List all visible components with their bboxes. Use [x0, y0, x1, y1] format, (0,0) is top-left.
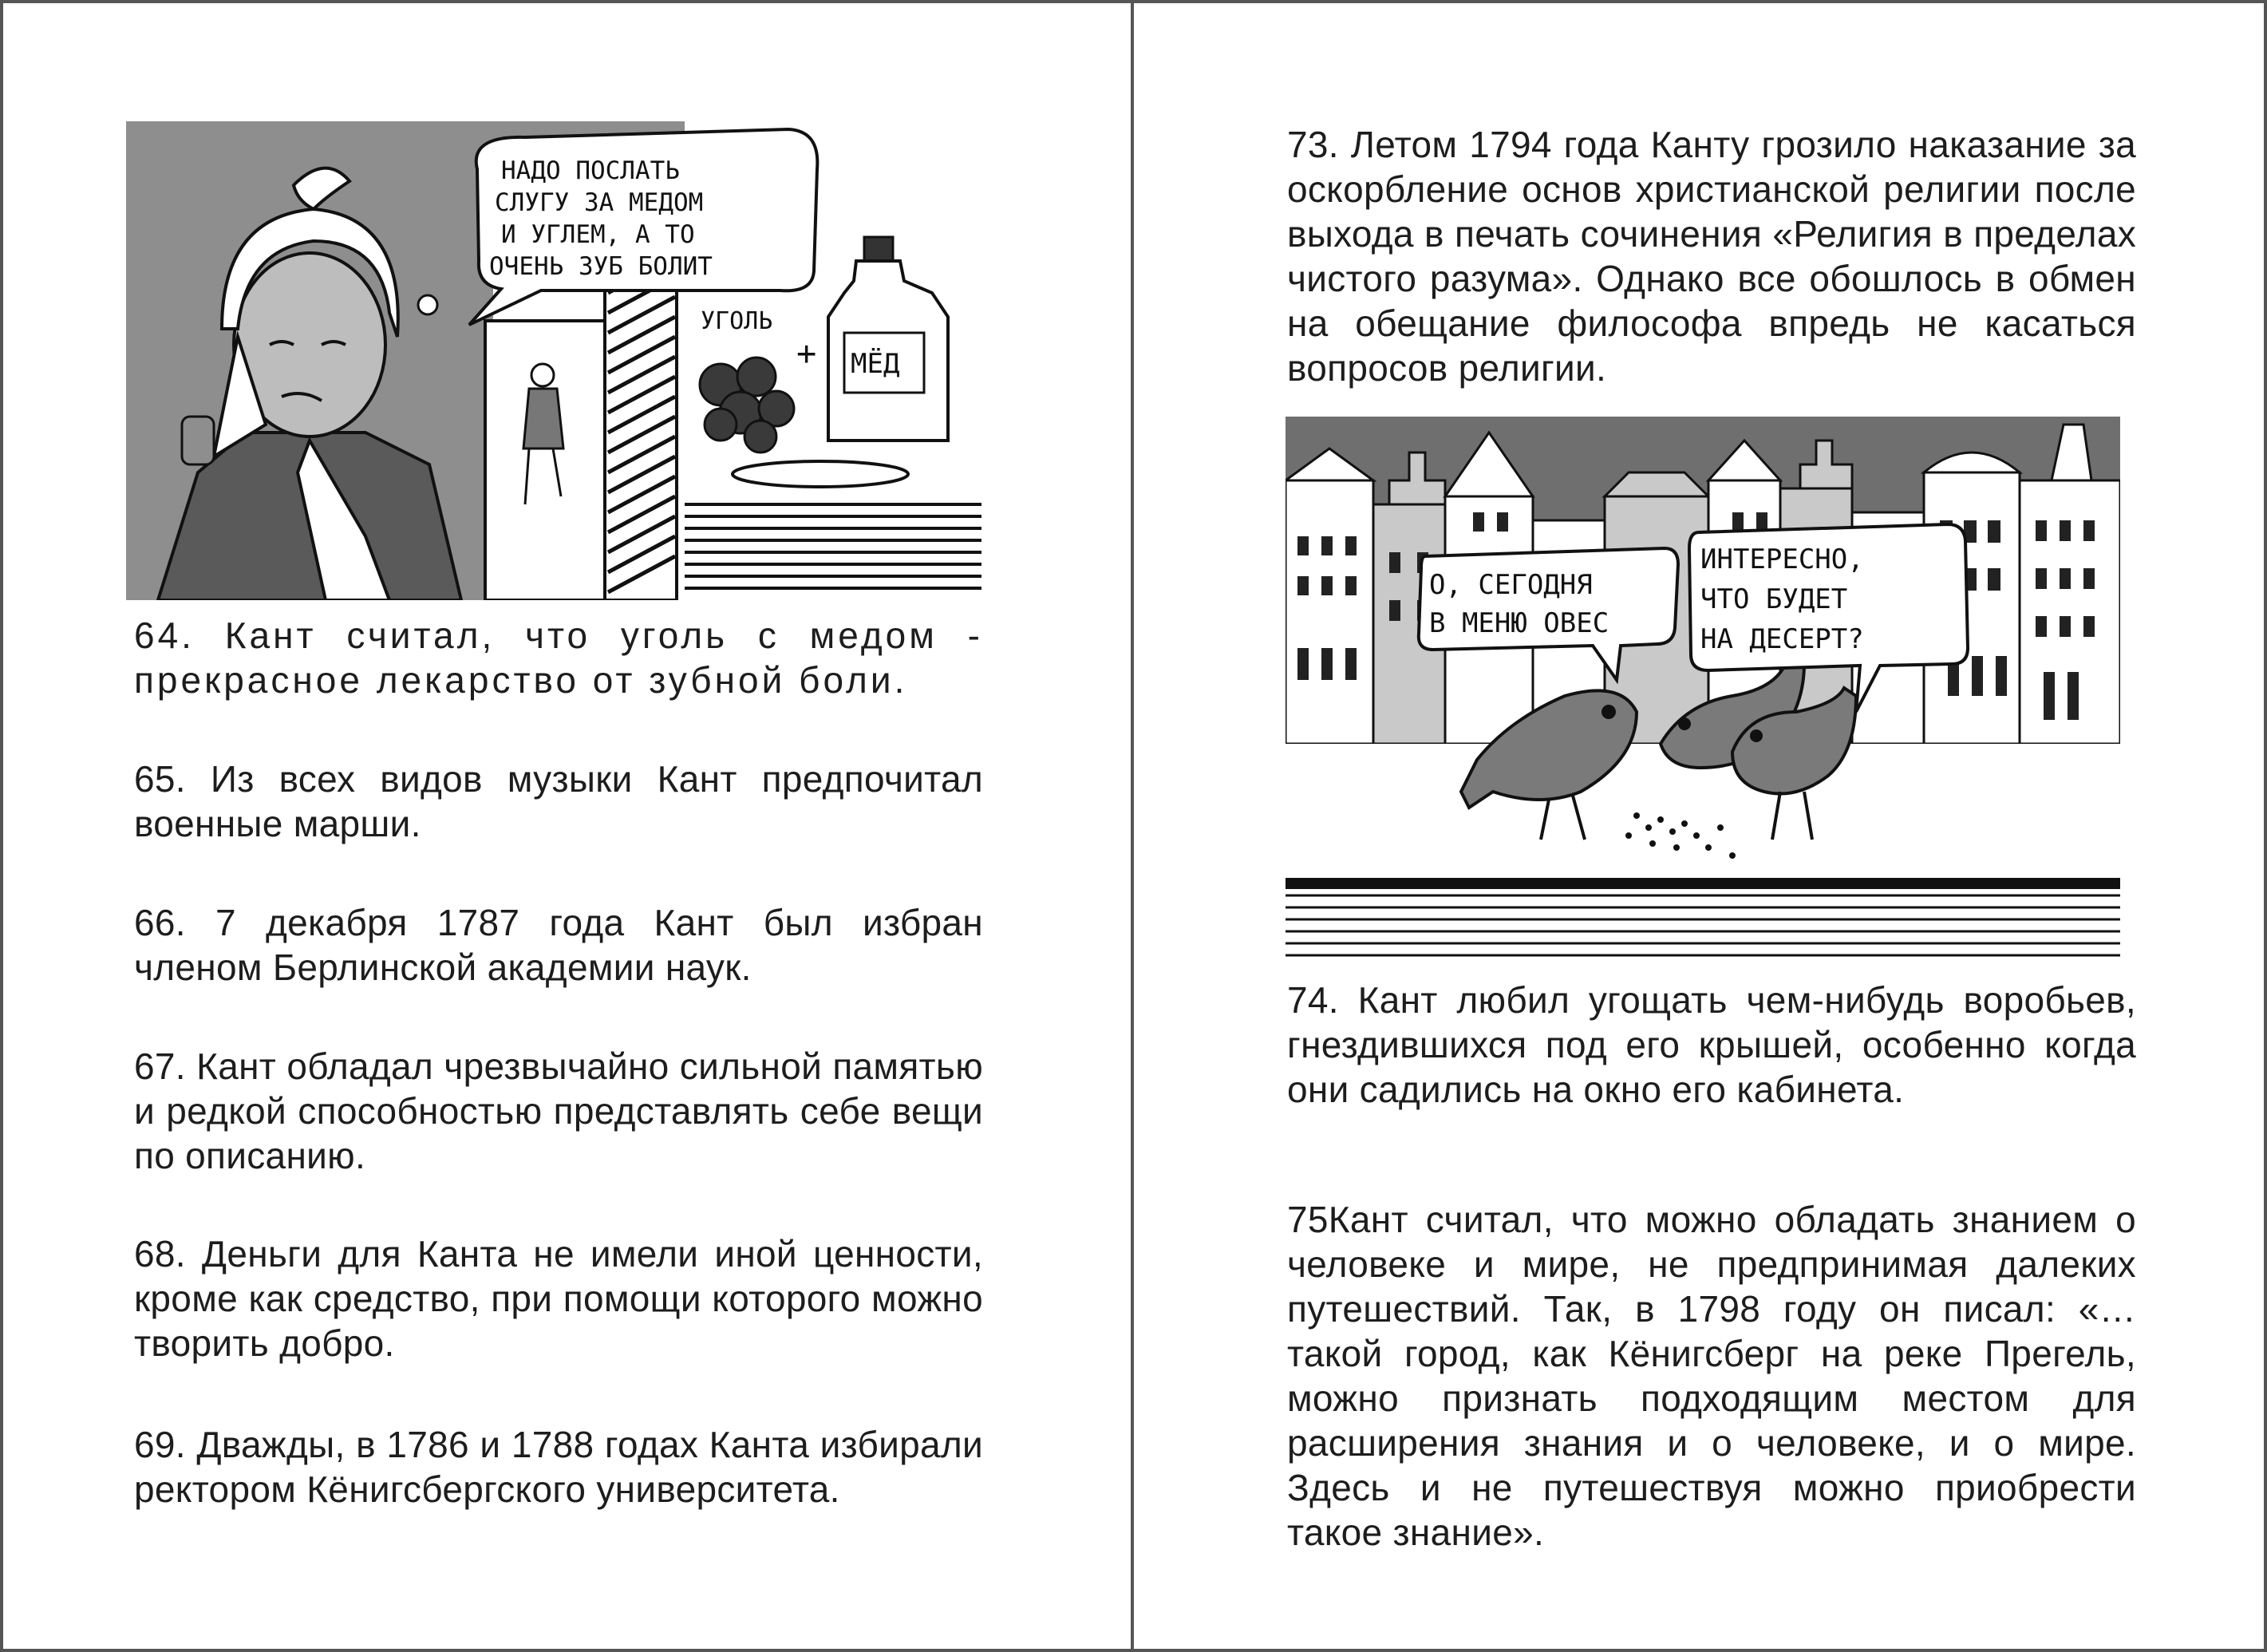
fact-64: 64. Кант считал, что уголь с медом - прекрасное лекарство от зубной боли.	[134, 615, 983, 701]
speech-line-3: И УГЛЕМ, А ТО	[501, 220, 695, 249]
speech-line-1: НАДО ПОСЛАТЬ	[501, 156, 680, 185]
right-bubble-line-3: НА ДЕСЕРТ?	[1700, 623, 1864, 655]
left-page	[0, 0, 1131, 1652]
shutter-panel	[605, 241, 677, 600]
table-stripes	[685, 504, 981, 588]
kant-toothache-drawing	[126, 121, 981, 600]
kant-toothache-illustration	[126, 121, 981, 600]
speech-line-4: ОЧЕНЬ ЗУБ БОЛИТ	[489, 252, 713, 281]
fact-73: 73. Летом 1794 года Канту грозило наказание за оскорбление основ христианской религии после выхода в печать сочинения «Религия в пределах чистого разума». Однако все обошлось в обмен на обещание философа впредь не касаться вопросов религии.	[1287, 124, 2136, 389]
left-bubble-line-1: О, СЕГОДНЯ	[1429, 569, 1593, 601]
honey-label: МЁД	[851, 348, 900, 380]
sparrows-drawing	[1286, 417, 2120, 959]
plus-sign: +	[796, 334, 817, 373]
right-page	[1134, 0, 2264, 1652]
fact-75: 75Кант считал, что можно обладать знанием о человеке и мире, не предпринимая далеких путешествий. Так, в 1798 году он писал: «…такой город, как Кёнигсберг на реке Прегель, можно признать подходящим местом для расширения знания и о человеке, и о мире. Здесь и не путешествуя можно приобрести такое знание».	[1287, 1199, 2136, 1553]
left-bubble-line-2: В МЕНЮ ОВЕС	[1429, 607, 1609, 639]
speech-line-2: СЛУГУ ЗА МЕДОМ	[495, 188, 704, 217]
window-sill	[1286, 878, 2120, 959]
sparrows-illustration	[1286, 417, 2120, 959]
honey-jar	[828, 237, 948, 441]
fact-68: 68. Деньги для Канта не имели иной ценности, кроме как средство, при помощи которого можно творить добро.	[134, 1233, 983, 1364]
spoon	[733, 461, 908, 487]
fact-66: 66. 7 декабря 1787 года Кант был избран членом Берлинской академии наук.	[134, 902, 983, 988]
fact-69: 69. Дважды, в 1786 и 1788 годах Канта избирали ректором Кёнигсбергского университета.	[134, 1424, 983, 1510]
speech-bubble-right-text	[1700, 543, 1880, 655]
right-bubble-line-2: ЧТО БУДЕТ	[1700, 583, 1848, 615]
fact-65: 65. Из всех видов музыки Кант предпочитал военные марши.	[134, 758, 983, 844]
coal-pile	[700, 358, 794, 453]
fact-74: 74. Кант любил угощать чем-нибудь воробьев, гнездившихся под его крышей, особенно когда они садились на окно его кабинета.	[1287, 979, 2136, 1110]
right-bubble-line-1: ИНТЕРЕСНО,	[1700, 543, 1864, 575]
coal-label: УГОЛЬ	[701, 307, 773, 335]
fact-67: 67. Кант обладал чрезвычайно сильной памятью и редкой способностью представлять себе вещи по описанию.	[134, 1045, 983, 1176]
